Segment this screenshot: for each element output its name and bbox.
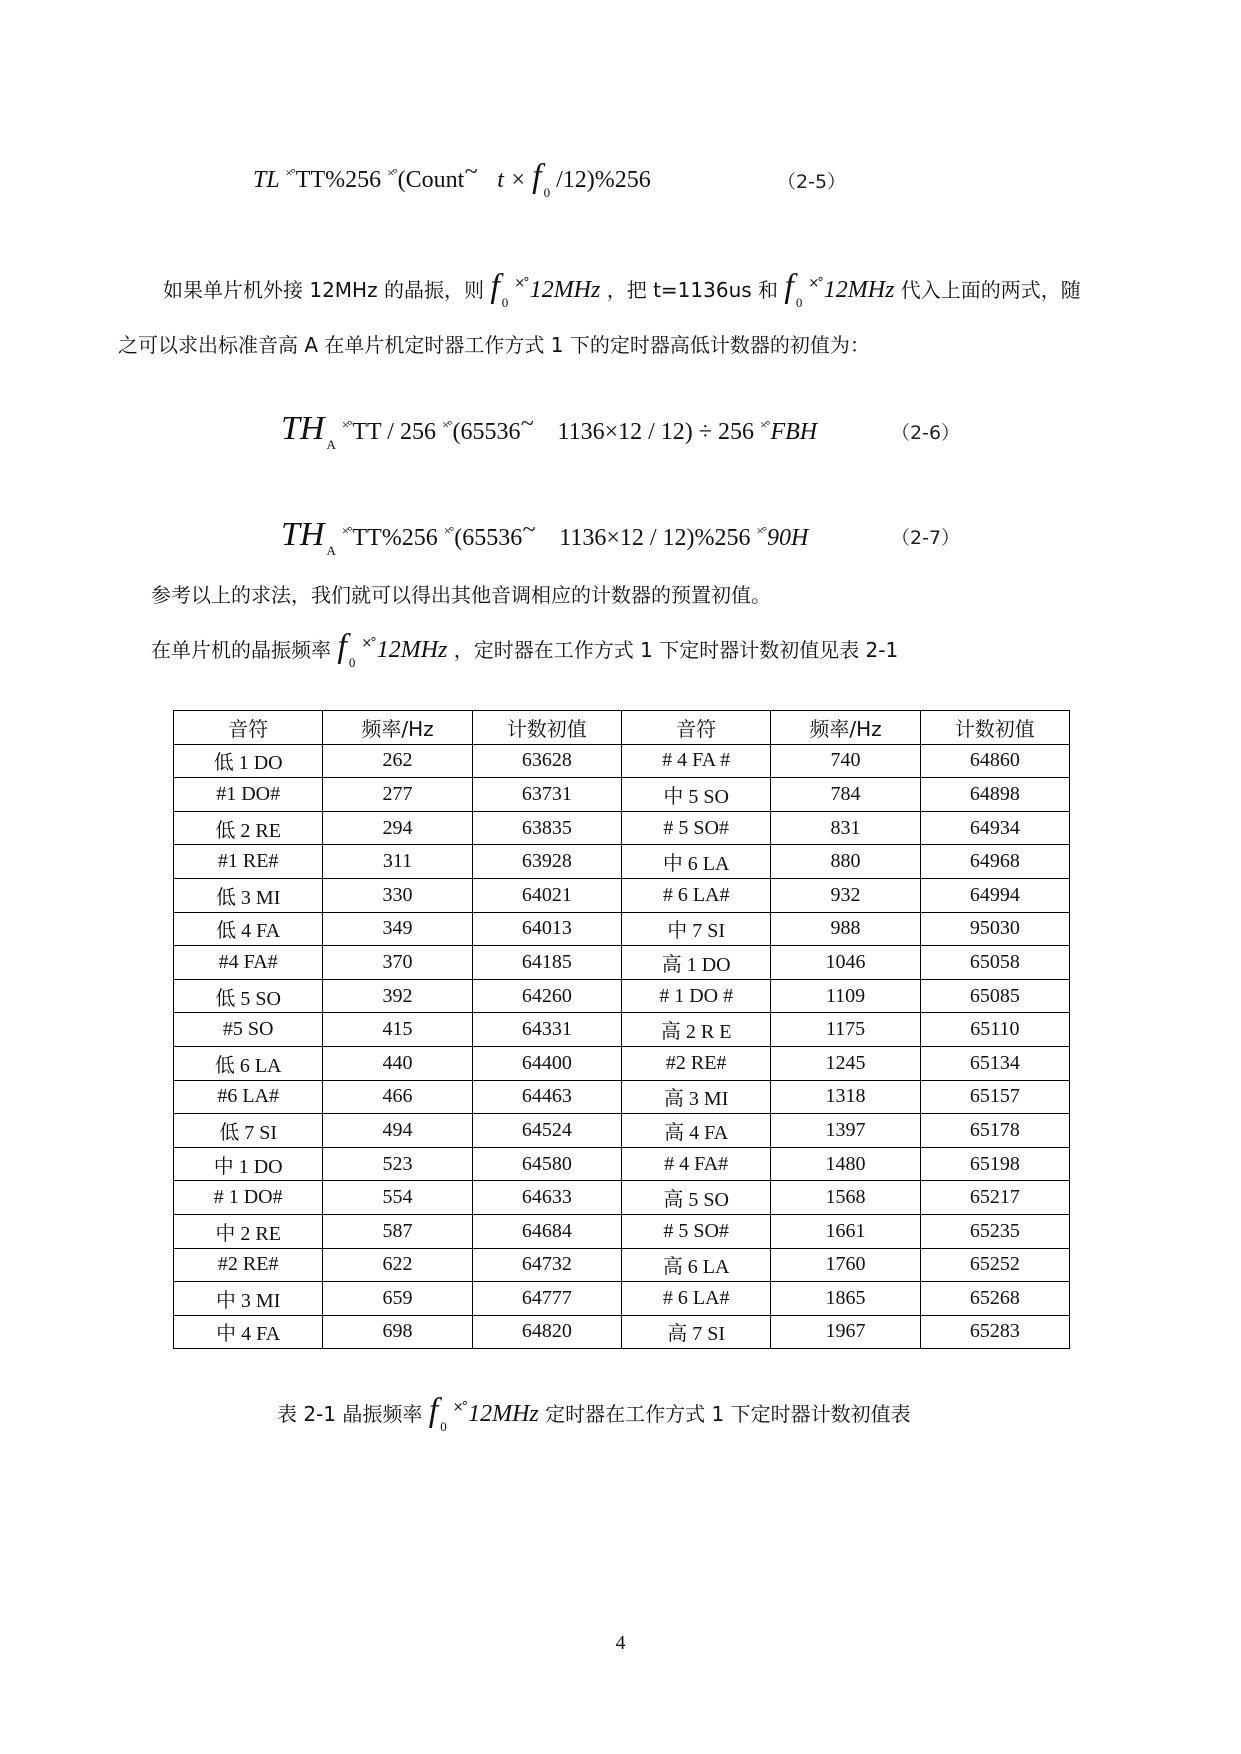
table-cell: 1318 [771, 1080, 920, 1114]
eq-term: (65536 [454, 525, 523, 551]
table-cell: 65157 [920, 1080, 1069, 1114]
table-cell: 63628 [472, 744, 621, 778]
table-cell: 65217 [920, 1181, 1069, 1215]
table-cell: 65134 [920, 1046, 1069, 1080]
f-subscript: 0 [795, 295, 803, 310]
table-cell: 64400 [472, 1046, 621, 1080]
value: 12MHz [823, 277, 895, 303]
table-cell: #6 LA# [174, 1080, 323, 1114]
eq-symbol: ×° [387, 165, 396, 180]
eq-term: TT%256 [295, 167, 382, 193]
table-cell: 988 [771, 912, 920, 946]
table-cell: 63835 [472, 811, 621, 845]
table-cell: 1480 [771, 1147, 920, 1181]
page-number: 4 [615, 1632, 626, 1654]
eq-lhs: TH [281, 410, 325, 447]
table-cell: # 6 LA# [621, 878, 770, 912]
table-cell: 低 6 LA [174, 1046, 323, 1080]
header-cell: 计数初值 [920, 711, 1069, 745]
table-cell: 64732 [472, 1248, 621, 1282]
table-row [174, 1147, 1070, 1181]
eq-term: TT%256 [352, 525, 438, 551]
table-cell: 330 [323, 878, 472, 912]
table-cell: 659 [323, 1282, 472, 1316]
table-cell: # 5 SO# [621, 811, 770, 845]
table-cell: 65178 [920, 1114, 1069, 1148]
table-cell: 65268 [920, 1282, 1069, 1316]
eq-result: 90H [767, 525, 809, 551]
table-cell: 低 5 SO [174, 979, 323, 1013]
table-cell: 64898 [920, 778, 1069, 812]
eq-symbol: ×° [759, 417, 769, 432]
table-cell: 中 7 SI [621, 912, 770, 946]
table-cell: 1661 [771, 1214, 920, 1248]
f-symbol: f [428, 1392, 439, 1429]
table-cell: 64331 [472, 1013, 621, 1047]
equation-2-5 [253, 158, 651, 201]
value: 12MHz [468, 1401, 539, 1427]
table-cell: 1175 [771, 1013, 920, 1047]
table-cell: 低 1 DO [174, 744, 323, 778]
table-cell: 64934 [920, 811, 1069, 845]
table-cell: 523 [323, 1147, 472, 1181]
table-caption [277, 1392, 911, 1435]
table-cell: 392 [323, 979, 472, 1013]
table-row [174, 979, 1070, 1013]
table-cell: #2 RE# [621, 1046, 770, 1080]
table-cell: 277 [323, 778, 472, 812]
table-cell: 65110 [920, 1013, 1069, 1047]
equation-number-2-7: （2-7） [891, 527, 961, 549]
eq-lhs: TL [253, 167, 280, 193]
table-cell: # 4 FA # [621, 744, 770, 778]
table-cell: 740 [771, 744, 920, 778]
table-row [174, 1013, 1070, 1047]
equation-number-2-5: （2-5） [777, 171, 847, 193]
eq-term: 1136×12 / 12) ÷ 256 [557, 419, 754, 445]
text: 定时器在工作方式 1 下定时器计数初值表 [545, 1402, 911, 1426]
table-cell: 高 2 R E [621, 1013, 770, 1047]
table-cell: 高 7 SI [621, 1315, 770, 1349]
eq-term: (65536 [452, 419, 521, 445]
table-cell: # 4 FA# [621, 1147, 770, 1181]
eq-term: t × [497, 167, 527, 193]
text: 在单片机的晶振频率 [151, 638, 331, 662]
table-cell: 64185 [472, 946, 621, 980]
table-row [174, 878, 1070, 912]
table-row [174, 912, 1070, 946]
eq-symbol: ×° [341, 417, 351, 432]
table-cell: 高 3 MI [621, 1080, 770, 1114]
table-row [174, 946, 1070, 980]
table-cell: # 1 DO # [621, 979, 770, 1013]
f-subscript: 0 [348, 655, 356, 670]
table-row [174, 811, 1070, 845]
table-row [174, 1181, 1070, 1215]
table-cell: 64580 [472, 1147, 621, 1181]
table-cell: 349 [323, 912, 472, 946]
table-cell: 370 [323, 946, 472, 980]
text: 表 2-1 晶振频率 [277, 1402, 423, 1426]
table-row [174, 1080, 1070, 1114]
table-cell: 中 4 FA [174, 1315, 323, 1349]
table-cell: 1568 [771, 1181, 920, 1215]
table-row [174, 1046, 1070, 1080]
table-cell: 63928 [472, 845, 621, 879]
table-body [174, 744, 1070, 1349]
table-cell: 294 [323, 811, 472, 845]
f-symbol: f [784, 268, 794, 305]
table-cell: 64013 [472, 912, 621, 946]
table-cell: 1109 [771, 979, 920, 1013]
eq-symbol: ×° [341, 523, 351, 538]
table-cell: 65235 [920, 1214, 1069, 1248]
equation-2-7 [281, 516, 808, 559]
table-row [174, 1248, 1070, 1282]
table-cell: 494 [323, 1114, 472, 1148]
table-cell: 低 4 FA [174, 912, 323, 946]
table-cell: 587 [323, 1214, 472, 1248]
symbol: ×° [452, 1400, 467, 1415]
paragraph-1-line-1 [163, 268, 1081, 311]
table-header-row [174, 711, 1070, 745]
table-cell: 784 [771, 778, 920, 812]
eq-symbol: ×° [756, 523, 766, 538]
eq-f-symbol: f [532, 158, 542, 195]
table-cell: #1 DO# [174, 778, 323, 812]
table-cell: 1967 [771, 1315, 920, 1349]
table-cell: 1046 [771, 946, 920, 980]
table-cell: 466 [323, 1080, 472, 1114]
header-cell: 音符 [621, 711, 770, 745]
eq-lhs: TH [281, 516, 325, 553]
table-cell: 65085 [920, 979, 1069, 1013]
table-cell: #1 RE# [174, 845, 323, 879]
table-cell: 中 2 RE [174, 1214, 323, 1248]
table-cell: 65283 [920, 1315, 1069, 1349]
header-cell: 音符 [174, 711, 323, 745]
table-cell: 中 1 DO [174, 1147, 323, 1181]
equation-2-6 [281, 410, 817, 453]
eq-tilde: ~ [520, 411, 534, 437]
table-cell: 65252 [920, 1248, 1069, 1282]
table-cell: 低 2 RE [174, 811, 323, 845]
table-cell: 95030 [920, 912, 1069, 946]
table-row [174, 1315, 1070, 1349]
table-cell: 64260 [472, 979, 621, 1013]
table-cell: 1397 [771, 1114, 920, 1148]
header-cell: 频率/Hz [323, 711, 472, 745]
paragraph-1-line-2: 之可以求出标准音高 A 在单片机定时器工作方式 1 下的定时器高低计数器的初值为： [118, 333, 870, 357]
table-cell: # 1 DO# [174, 1181, 323, 1215]
table-cell: 中 5 SO [621, 778, 770, 812]
text: ，定时器在工作方式 1 下定时器计数初值见表 2-1 [453, 638, 899, 662]
table-cell: 622 [323, 1248, 472, 1282]
table-cell: 高 4 FA [621, 1114, 770, 1148]
paragraph-3 [151, 628, 898, 671]
table-row [174, 1214, 1070, 1248]
table-cell: 880 [771, 845, 920, 879]
text: ，把 t=1136us 和 [606, 278, 779, 302]
text: 代入上面的两式，随 [900, 278, 1081, 302]
table-cell: 1865 [771, 1282, 920, 1316]
table-cell: 415 [323, 1013, 472, 1047]
table-cell: 63731 [472, 778, 621, 812]
table-cell: 698 [323, 1315, 472, 1349]
table-cell: 64860 [920, 744, 1069, 778]
table-cell: 64777 [472, 1282, 621, 1316]
table-row [174, 1114, 1070, 1148]
header-cell: 计数初值 [472, 711, 621, 745]
table-cell: # 5 SO# [621, 1214, 770, 1248]
f-subscript: 0 [440, 1419, 447, 1434]
eq-term: (Count [397, 167, 465, 193]
value: 12MHz [376, 637, 448, 663]
header-cell: 频率/Hz [771, 711, 920, 745]
table-row [174, 778, 1070, 812]
table-row [174, 744, 1070, 778]
table-cell: 64633 [472, 1181, 621, 1215]
equation-number-2-6: （2-6） [891, 422, 961, 444]
value: 12MHz [529, 277, 601, 303]
table-cell: 65198 [920, 1147, 1069, 1181]
eq-lhs-subscript: A [326, 543, 336, 558]
text: 如果单片机外接 12MHz 的晶振，则 [163, 278, 484, 302]
table-cell: 64021 [472, 878, 621, 912]
table-cell: 64994 [920, 878, 1069, 912]
table-cell: 中 3 MI [174, 1282, 323, 1316]
eq-lhs-subscript: A [326, 437, 336, 452]
eq-term: /12)%256 [556, 167, 651, 193]
symbol: ×° [514, 276, 528, 291]
table-cell: 64463 [472, 1080, 621, 1114]
table-cell: 1760 [771, 1248, 920, 1282]
table-cell: #4 FA# [174, 946, 323, 980]
table-cell: 932 [771, 878, 920, 912]
table-cell: 64820 [472, 1315, 621, 1349]
table-cell: #2 RE# [174, 1248, 323, 1282]
table-cell: 831 [771, 811, 920, 845]
eq-symbol: ×° [285, 165, 294, 180]
paragraph-2: 参考以上的求法，我们就可以得出其他音调相应的计数器的预置初值。 [151, 583, 771, 607]
eq-symbol: ×° [443, 523, 453, 538]
table-cell: # 6 LA# [621, 1282, 770, 1316]
f-symbol: f [490, 268, 500, 305]
eq-term: TT / 256 [352, 419, 436, 445]
eq-result: FBH [770, 419, 818, 445]
eq-term: 1136×12 / 12)%256 [559, 525, 751, 551]
table-cell: 64524 [472, 1114, 621, 1148]
table-cell: 65058 [920, 946, 1069, 980]
table-cell: 高 6 LA [621, 1248, 770, 1282]
eq-f-subscript: 0 [543, 185, 551, 200]
table-row [174, 845, 1070, 879]
eq-symbol: ×° [441, 417, 451, 432]
table-cell: 64684 [472, 1214, 621, 1248]
symbol: ×° [808, 276, 822, 291]
f-symbol: f [337, 628, 347, 665]
table-cell: #5 SO [174, 1013, 323, 1047]
table-cell: 高 5 SO [621, 1181, 770, 1215]
table-cell: 1245 [771, 1046, 920, 1080]
eq-tilde: ~ [464, 159, 478, 185]
table-cell: 低 7 SI [174, 1114, 323, 1148]
table-cell: 554 [323, 1181, 472, 1215]
table-cell: 高 1 DO [621, 946, 770, 980]
table-cell: 64968 [920, 845, 1069, 879]
table-cell: 低 3 MI [174, 878, 323, 912]
symbol: ×° [361, 636, 375, 651]
table-cell: 440 [323, 1046, 472, 1080]
table-cell: 311 [323, 845, 472, 879]
timer-count-table [173, 710, 1070, 1349]
table-cell: 中 6 LA [621, 845, 770, 879]
table-row [174, 1282, 1070, 1316]
eq-tilde: ~ [522, 517, 536, 543]
f-subscript: 0 [501, 295, 509, 310]
table-cell: 262 [323, 744, 472, 778]
